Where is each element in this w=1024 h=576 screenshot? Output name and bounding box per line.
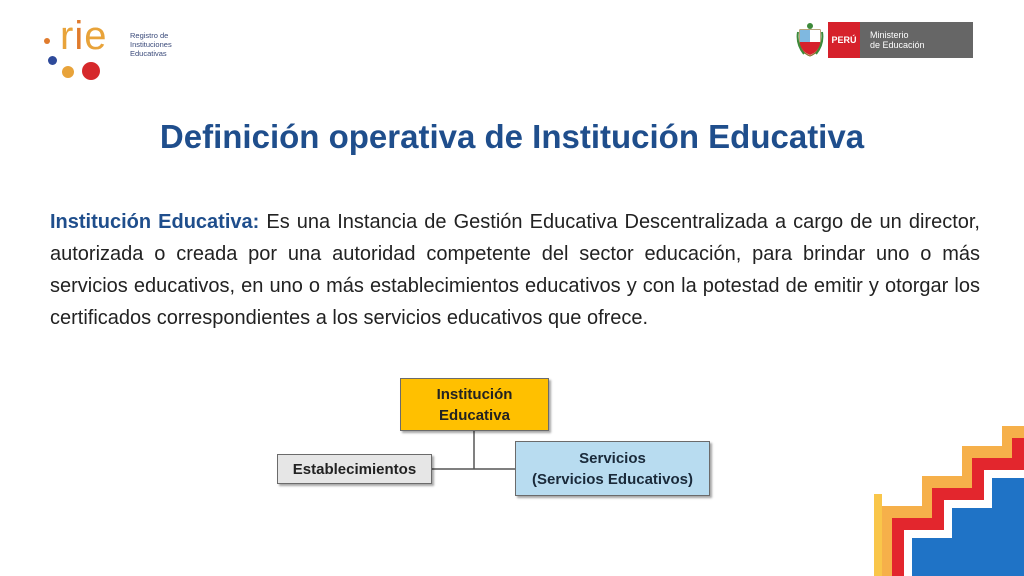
rie-letter: r	[60, 14, 75, 58]
rie-subtitle	[130, 31, 190, 58]
definition-term: Institución Educativa:	[50, 211, 260, 233]
logo-dot-blue	[48, 56, 57, 65]
peru-coat-of-arms-icon	[796, 22, 824, 58]
diagram-root-label: Institución Educativa	[436, 385, 513, 424]
diagram-left-label: Establecimientos	[292, 460, 417, 478]
ministry-label-text: Ministerio de Educación	[870, 30, 925, 50]
logo-dot-orange	[44, 38, 50, 44]
decorative-staircase	[860, 420, 1024, 576]
diagram-root-box	[400, 378, 549, 431]
definition-text: Es una Instancia de Gestión Educativa Descentralizada a cargo de un director, autorizada o creada por una autoridad competente del sector educación, para brindar uno o más servicios educativos, en uno o más establecimientos educativos y con la potestad de emitir y otorgar los certificados correspondientes a los servicios educativos que ofrece.	[50, 211, 980, 329]
diagram-left-box	[277, 454, 432, 484]
rie-wordmark	[60, 16, 107, 56]
rie-letter: i	[74, 14, 85, 58]
diagram-right-label: Servicios (Servicios Educativos)	[532, 449, 693, 488]
peru-label-text: PERÚ	[831, 35, 857, 45]
ministry-label	[860, 22, 973, 58]
rie-logo	[40, 14, 180, 84]
logo-dot-yellow	[62, 66, 74, 78]
rie-wordmark-text	[60, 14, 107, 58]
slide-title: Definición operativa de Institución Educativa	[159, 118, 865, 155]
diagram-right-box	[515, 441, 710, 496]
deco-yellow-accent	[874, 494, 882, 576]
rie-subtitle-text: Registro de Instituciones Educativas	[130, 31, 172, 58]
peru-label	[828, 22, 860, 58]
logo-dot-red	[82, 62, 100, 80]
definition-paragraph	[50, 206, 980, 334]
rie-letter: e	[84, 14, 108, 58]
